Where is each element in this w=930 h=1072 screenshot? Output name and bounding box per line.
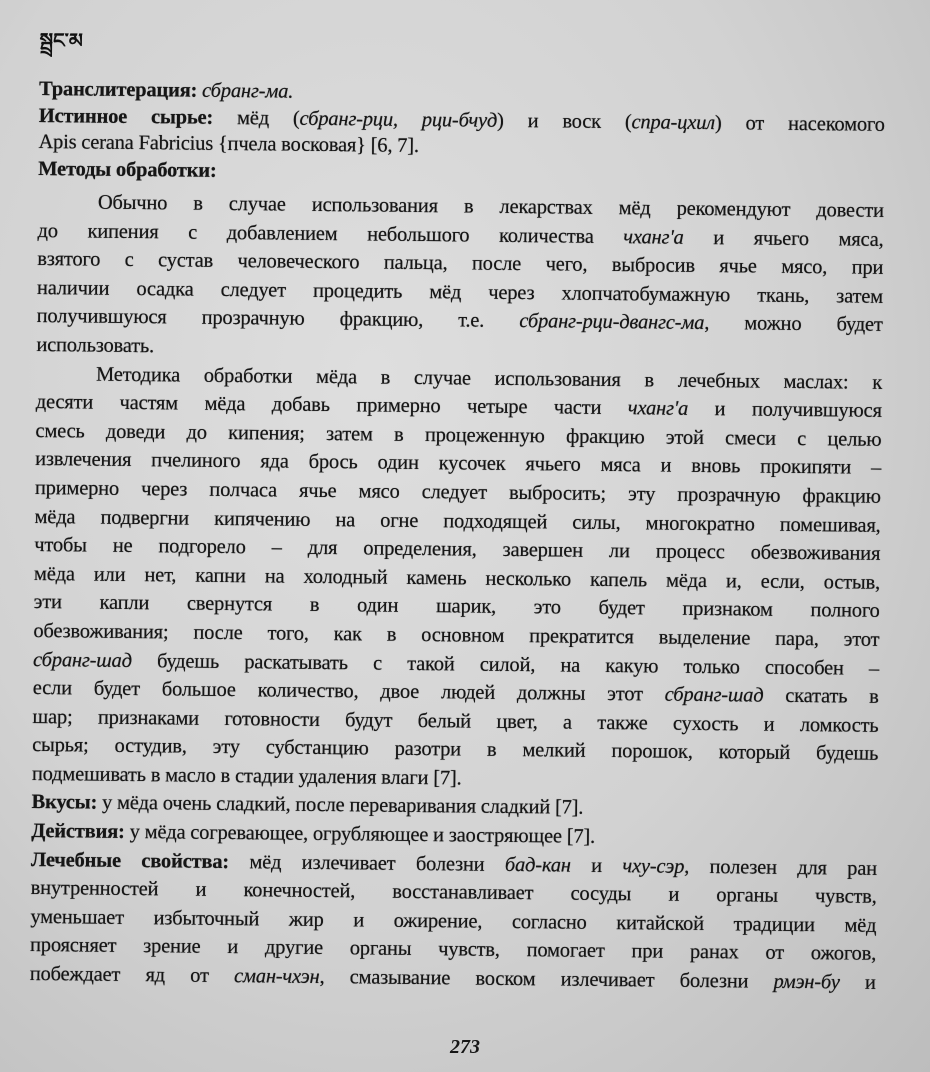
text-segment: мёда или нет, капни на холодный камень несколько капель мёда и, если, остыв, (33, 562, 881, 594)
transliterated-term: сбранг-рци-двангс-ма (519, 310, 705, 335)
text-segment: проясняет зрение и другие органы чувств, помогает при ранах от ожогов, (29, 934, 877, 966)
section-label: Действия: (31, 820, 130, 844)
tibetan-heading: སྦྲང་མ (39, 27, 83, 53)
transliterated-term: сман-чхэн (233, 965, 320, 989)
text-segment: взятого с сустав человеческого пальца, после чего, выбросив ячье мясо, при (37, 248, 884, 280)
book-page (29, 0, 886, 994)
transliterated-term: рмэн-бу (773, 970, 840, 994)
section-label: Лечебные свойства: (30, 848, 250, 873)
text-segment: Методика обработки мёда в случае использования в лечебных маслах: к (95, 363, 883, 394)
text-segment: наличии осадка следует процедить мёд через хлопчатобумажную ткань, затем (36, 276, 884, 308)
page-number: 273 (450, 1036, 480, 1058)
text-segment: побеждает яд от (29, 962, 235, 988)
text-segment: смесь доведи до кипения; затем в процеженную фракцию этой смеси с целью (35, 419, 882, 451)
text-segment: Apis cerana Fabricius {пчела восковая} [6, 7]. (38, 130, 419, 157)
transliterated-term: чханг'а (623, 225, 684, 249)
text-segment: сырья; остудив, эту субстанцию разотри в мелкий порошок, который будешь (32, 734, 879, 766)
text-segment: извлечения пчелиного яда брось один кусочек ячьего мяса и вновь прокипяти – (35, 448, 882, 480)
text-segment: у мёда согревающее, огрубляющее и заостряющее [7]. (129, 821, 596, 848)
section-label: Истинное сырье: (38, 104, 238, 129)
text-segment: до кипения с добавлением небольшого количества (37, 219, 624, 248)
transliterated-term: сбранг-шад (664, 683, 764, 707)
text-segment: шар; признаками готовности будут белый цвет, а также сухость и ломкость (32, 705, 879, 737)
text-segment: , смазывание воском излечивает болезни (319, 966, 774, 993)
text-segment: ) и воск ( (496, 109, 632, 133)
text-segment: внутренностей и конечностей, восстанавливает сосуды и органы чувств, (30, 877, 877, 909)
text-segment: Обычно в случае использования в лекарствах мёд рекомендуют довести (97, 191, 884, 222)
section-label: Вкусы: (31, 791, 103, 815)
text-segment: десяти частям мёда добавь примерно четыре части (35, 391, 628, 420)
transliterated-term: чху-сэр (622, 854, 685, 878)
text-segment: мёда подвергни кипячению на огне подходящей силы, многократно помешивая, (34, 505, 881, 537)
text-segment: получившуюся прозрачную фракцию, т.е. (36, 305, 520, 333)
transliterated-term: бад-кан (504, 853, 571, 877)
text-segment: и (839, 971, 876, 994)
section-label: Методы обработки: (38, 157, 217, 182)
transliterated-term: чханг'а (627, 397, 689, 420)
text-segment: чтобы не подгорело – для определения, завершен ли процесс обезвоживания (34, 534, 881, 565)
text-segment: если будет большое количество, двое людей должны этот (32, 677, 665, 706)
text-segment: мёд ( (236, 106, 300, 130)
transliterated-term: спра-цхил (631, 110, 716, 134)
text-segment: , полезен для ран (684, 855, 878, 880)
text-segment: ) от насекомого (714, 111, 885, 136)
text-segment: обезвоживания; после того, как в основном прекратится выделение пара, этот (33, 619, 880, 651)
text-segment: использовать. (36, 333, 155, 358)
text-segment: подмешивать в масло в стадии удаления влаги [7]. (31, 762, 462, 790)
section-label: Транслитерация: (38, 77, 203, 102)
body-text (30, 76, 886, 997)
text-segment: и ячьего мяса, (683, 226, 884, 251)
transliterated-term: сбранг-рци, рци-бчуд (299, 107, 498, 132)
text-segment: , можно будет (704, 312, 883, 337)
text-segment: у мёда очень сладкий, после переваривания сладкий [7]. (101, 792, 584, 820)
text-segment: мёд излечивает болезни (249, 850, 506, 876)
text-segment: и (570, 854, 623, 877)
transliterated-term: сбранг-ма. (202, 79, 294, 103)
text-segment: будешь раскатывать с такой силой, на какую только способен – (131, 649, 880, 680)
text-segment: уменьшает избыточный жир и ожирение, согласно китайской традиции мёд (30, 905, 877, 937)
text-segment: скатать в (763, 684, 879, 708)
text-segment: эти капли свернутся в один шарик, это будет признаком полного (33, 591, 880, 623)
transliterated-term: сбранг-шад (32, 648, 132, 672)
text-segment: примерно через полчаса ячье мясо следует выбросить; эту прозрачную фракцию (34, 476, 881, 508)
text-segment: и получившуюся (687, 397, 882, 422)
